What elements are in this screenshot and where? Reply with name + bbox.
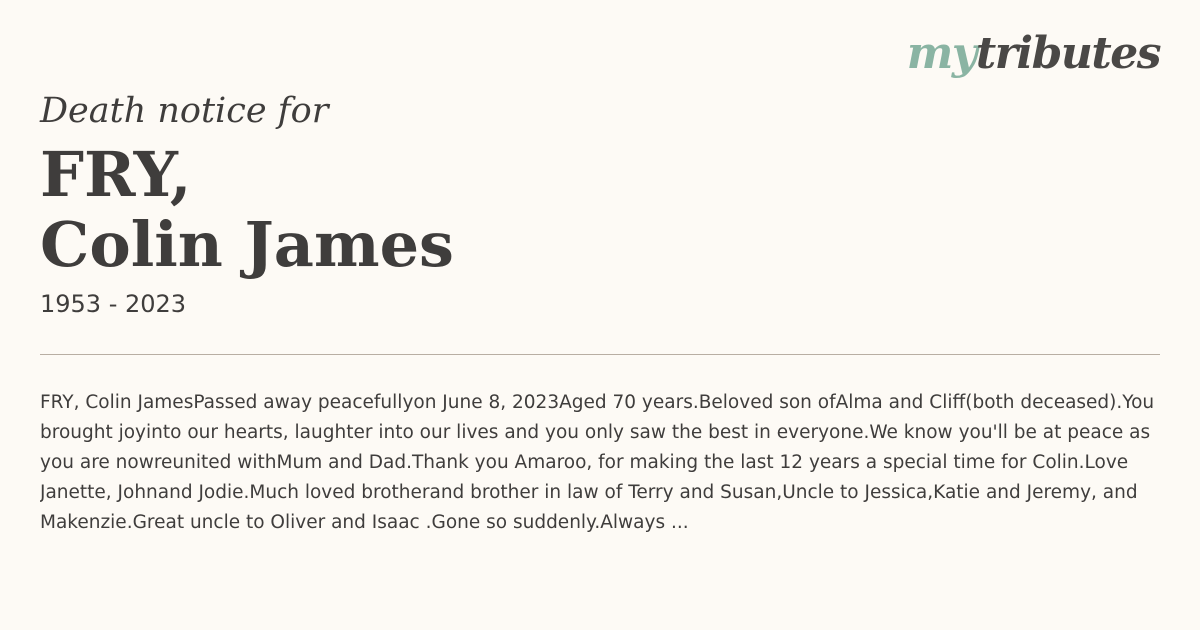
deceased-name [40,140,454,280]
life-years: 1953 - 2023 [40,290,187,318]
divider [40,354,1160,355]
logo-tributes: tributes [975,28,1160,79]
deceased-given-names: Colin James [40,208,454,281]
logo-my: my [906,28,976,79]
mytributes-logo [906,28,1160,79]
deceased-surname: FRY, [40,138,192,211]
notice-label: Death notice for [40,91,329,131]
notice-body-text: FRY, Colin JamesPassed away peacefullyon June 8, 2023Aged 70 years.Beloved son ofAlma and Cliff(both deceased).You brought joyinto our hearts, laughter into our lives and you only saw the best in everyone.We know you'll be at peace as you are nowreunited withMum and Dad.Thank you Amaroo, for making the last 12 years a special time for Colin.Love Janette, Johnand Jodie.Much loved brotherand brother in law of Terry and Susan,Uncle to Jessica,Katie and Jeremy, and Makenzie.Great uncle to Oliver and Isaac .Gone so suddenly.Always ... [40,392,1155,533]
